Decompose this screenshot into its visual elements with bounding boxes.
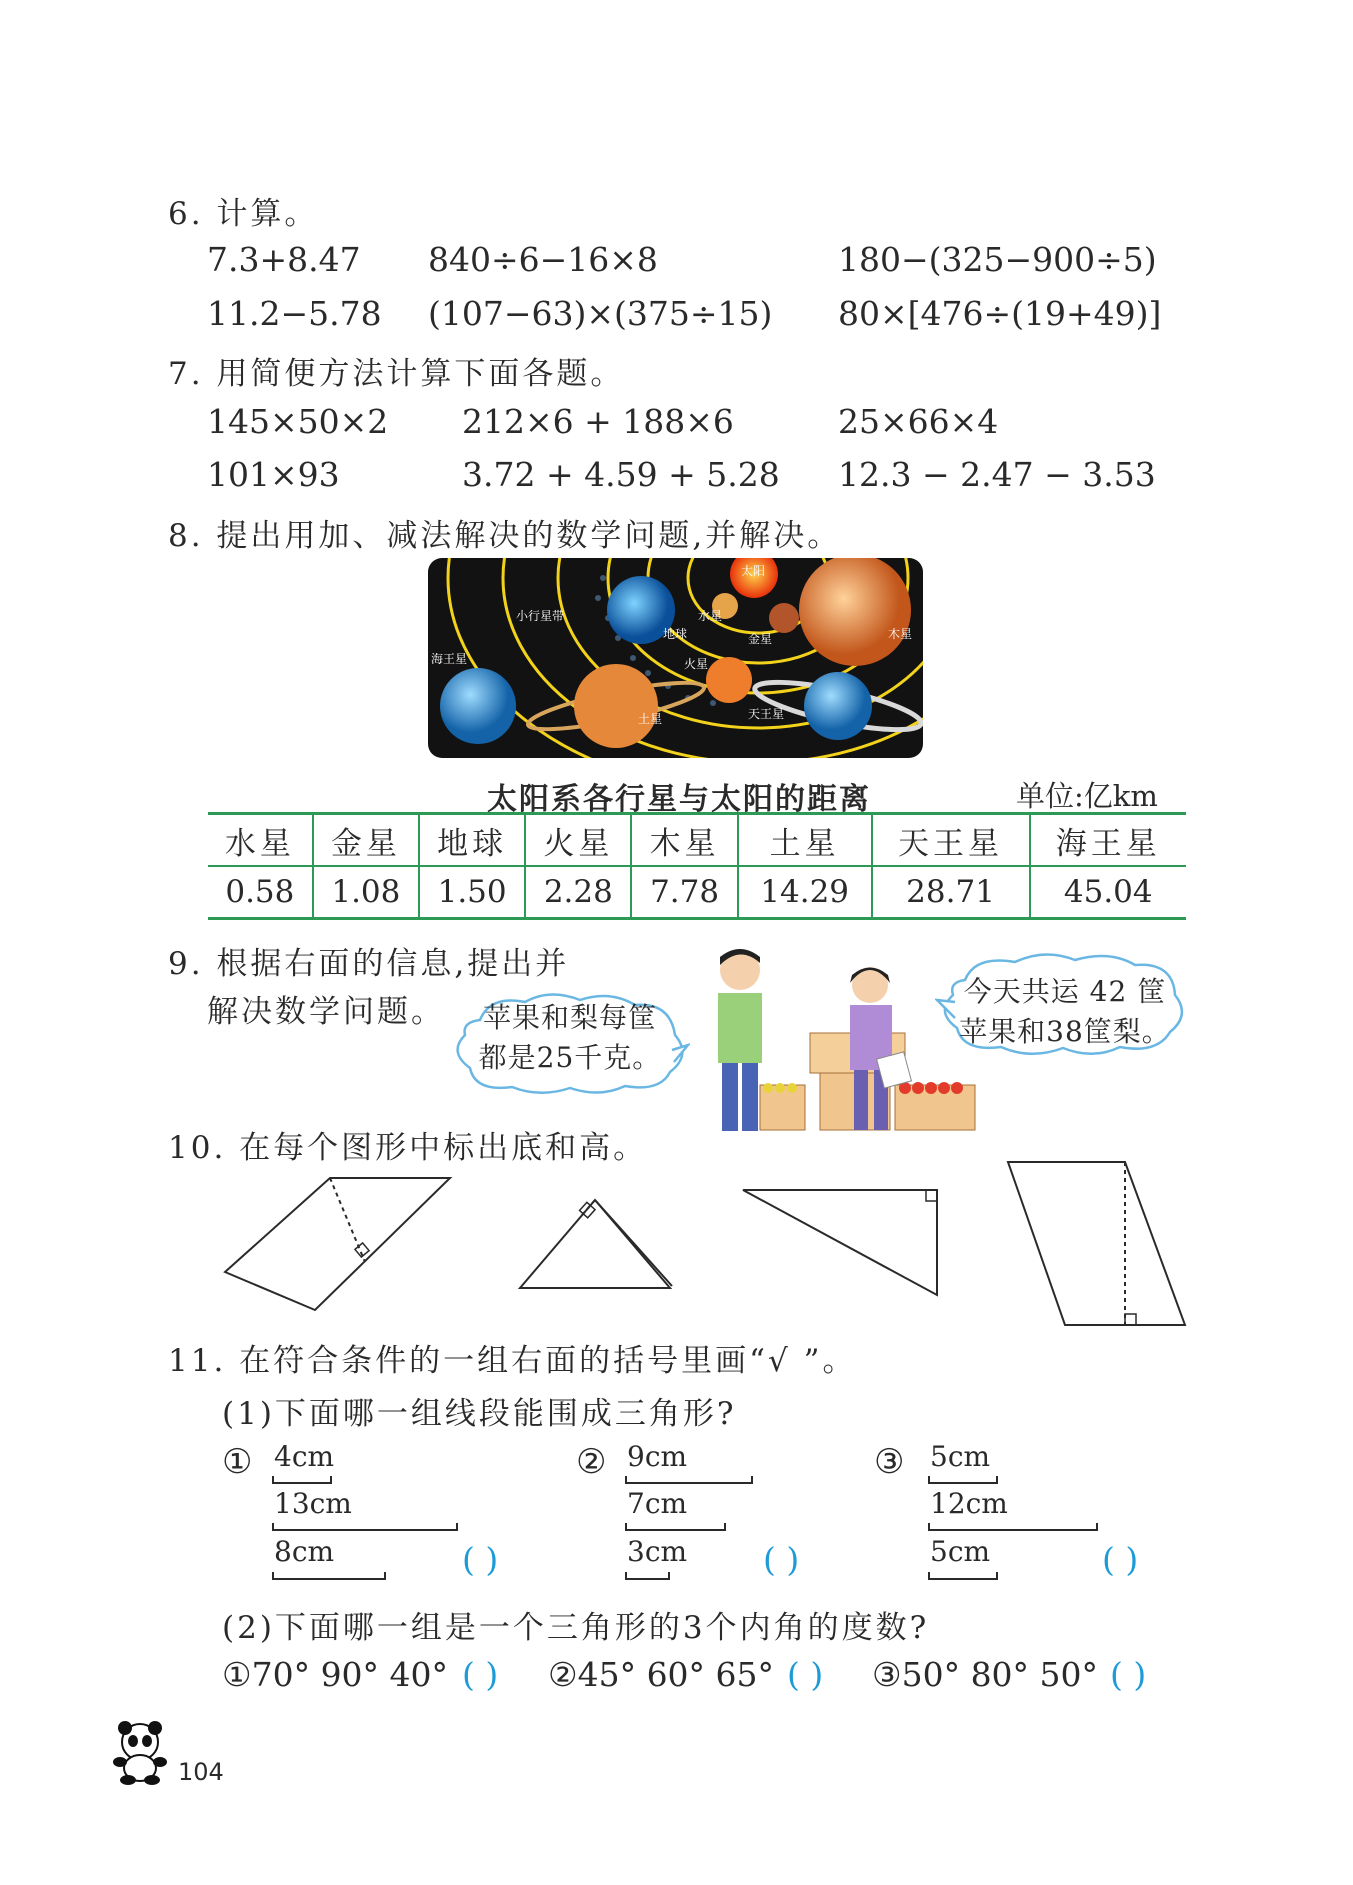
label-venus: 金星 — [748, 632, 773, 646]
table-unit: 单位:亿km — [1016, 779, 1158, 813]
answer-paren-1[interactable]: ( ) — [462, 1540, 499, 1579]
table-title: 太阳系各行星与太阳的距离 — [487, 782, 871, 817]
label-uranus: 天王星 — [748, 707, 785, 721]
group-2-seg-2-label: 7cm — [627, 1487, 688, 1520]
header-cell: 天王星 — [872, 814, 1030, 867]
answer-paren-2[interactable]: ( ) — [763, 1540, 800, 1579]
bubble-right-line2: 苹果和38筐梨。 — [959, 1015, 1171, 1048]
q6-expr-5: (107−63)×(375÷15) — [428, 294, 773, 333]
header-cell: 金星 — [313, 814, 419, 867]
q11-sub1: (1)下面哪一组线段能围成三角形? — [222, 1396, 737, 1432]
q7-expr-3: 25×66×4 — [838, 402, 999, 441]
group-1-seg-2 — [272, 1523, 458, 1531]
label-neptune: 海王星 — [431, 652, 468, 666]
header-cell: 海王星 — [1030, 814, 1187, 867]
label-saturn: 土星 — [638, 712, 663, 726]
group-3-seg-3 — [928, 1572, 998, 1580]
group-2-mark: ② — [576, 1442, 607, 1482]
right-triangle-shape — [743, 1190, 937, 1295]
group-1-seg-3 — [272, 1572, 386, 1580]
q11-sub2: (2)下面哪一组是一个三角形的3个内角的度数? — [222, 1610, 930, 1646]
planet-distance-table — [208, 812, 1186, 920]
triangle-shape — [520, 1200, 670, 1288]
q6-expr-2: 840÷6−16×8 — [428, 240, 658, 279]
value-cell: 7.78 — [631, 866, 737, 919]
value-cell: 2.28 — [525, 866, 631, 919]
value-cell: 1.08 — [313, 866, 419, 919]
bubble-right-line1: 今天共运 42 筐 — [963, 975, 1167, 1008]
value-cell: 1.50 — [419, 866, 525, 919]
header-cell: 水星 — [208, 814, 313, 867]
value-cell: 45.04 — [1030, 866, 1187, 919]
group-1-seg-3-label: 8cm — [274, 1535, 335, 1568]
label-mars: 火星 — [684, 657, 709, 671]
solar-system-image — [428, 558, 923, 758]
geometry-shapes — [210, 1160, 1200, 1340]
q7-expr-6: 12.3 − 2.47 − 3.53 — [838, 455, 1156, 494]
bubble-left-line1: 苹果和梨每筐 — [482, 1001, 657, 1034]
q6-expr-4: 11.2−5.78 — [207, 294, 382, 333]
group-3-seg-3-label: 5cm — [930, 1535, 991, 1568]
q7-expr-5: 3.72 + 4.59 + 5.28 — [462, 455, 780, 494]
q6-expr-1: 7.3+8.47 — [207, 240, 361, 279]
header-cell: 木星 — [631, 814, 737, 867]
page-number: 104 — [178, 1758, 224, 1786]
q6-expr-3: 180−(325−900÷5) — [838, 240, 1157, 279]
header-cell: 土星 — [738, 814, 872, 867]
label-earth: 地球 — [663, 627, 688, 641]
table-value-row — [208, 866, 1186, 919]
group-3-seg-1-label: 5cm — [930, 1440, 991, 1473]
q10-title: 10. 在每个图形中标出底和高。 — [168, 1130, 648, 1166]
group-1-seg-1-label: 4cm — [274, 1440, 335, 1473]
q6-title: 6. 计算。 — [168, 196, 319, 232]
group-1-seg-2-label: 13cm — [274, 1487, 352, 1520]
parallelogram-shape — [225, 1178, 450, 1310]
angle-group-3: ③50° 80° 50° — [872, 1655, 1099, 1694]
panda-icon — [110, 1720, 170, 1785]
group-3-seg-2 — [928, 1523, 1098, 1531]
bubble-left-line2: 都是25千克。 — [478, 1041, 662, 1074]
value-cell: 0.58 — [208, 866, 313, 919]
group-2-seg-1-label: 9cm — [627, 1440, 688, 1473]
q7-expr-4: 101×93 — [207, 455, 340, 494]
group-2-seg-2 — [625, 1523, 726, 1531]
q9-title-line2: 解决数学问题。 — [207, 994, 445, 1030]
group-1-seg-1 — [272, 1476, 332, 1484]
trapezoid-shape — [1008, 1162, 1185, 1325]
group-2-seg-3-label: 3cm — [627, 1535, 688, 1568]
header-cell: 地球 — [419, 814, 525, 867]
group-2-seg-3 — [625, 1572, 670, 1580]
group-1-mark: ① — [222, 1442, 253, 1482]
q9-title-line1: 9. 根据右面的信息,提出并 — [168, 946, 570, 982]
group-3-seg-2-label: 12cm — [930, 1487, 1008, 1520]
angle-group-2: ②45° 60° 65° — [548, 1655, 775, 1694]
label-asteroid-belt: 小行星带 — [516, 609, 565, 623]
q7-expr-2: 212×6 + 188×6 — [462, 402, 734, 441]
value-cell: 28.71 — [872, 866, 1030, 919]
q11-title: 11. 在符合条件的一组右面的括号里画“√ ”。 — [168, 1343, 857, 1379]
group-3-mark: ③ — [874, 1442, 905, 1482]
value-cell: 14.29 — [738, 866, 872, 919]
answer-paren-3[interactable]: ( ) — [1102, 1540, 1139, 1579]
label-mercury: 水星 — [698, 609, 723, 623]
angle-paren-3[interactable]: ( ) — [1110, 1655, 1147, 1694]
q7-title: 7. 用简便方法计算下面各题。 — [168, 356, 625, 392]
q7-expr-1: 145×50×2 — [207, 402, 389, 441]
q8-title: 8. 提出用加、减法解决的数学问题,并解决。 — [168, 518, 842, 554]
header-cell: 火星 — [525, 814, 631, 867]
angle-paren-2[interactable]: ( ) — [787, 1655, 824, 1694]
angle-paren-1[interactable]: ( ) — [462, 1655, 499, 1694]
table-header-row — [208, 814, 1186, 867]
q6-expr-6: 80×[476÷(19+49)] — [838, 294, 1162, 333]
group-3-seg-1 — [928, 1476, 998, 1484]
group-2-seg-1 — [625, 1476, 753, 1484]
angle-group-1: ①70° 90° 40° — [222, 1655, 449, 1694]
label-sun: 太阳 — [741, 564, 766, 578]
label-jupiter: 木星 — [888, 627, 913, 641]
